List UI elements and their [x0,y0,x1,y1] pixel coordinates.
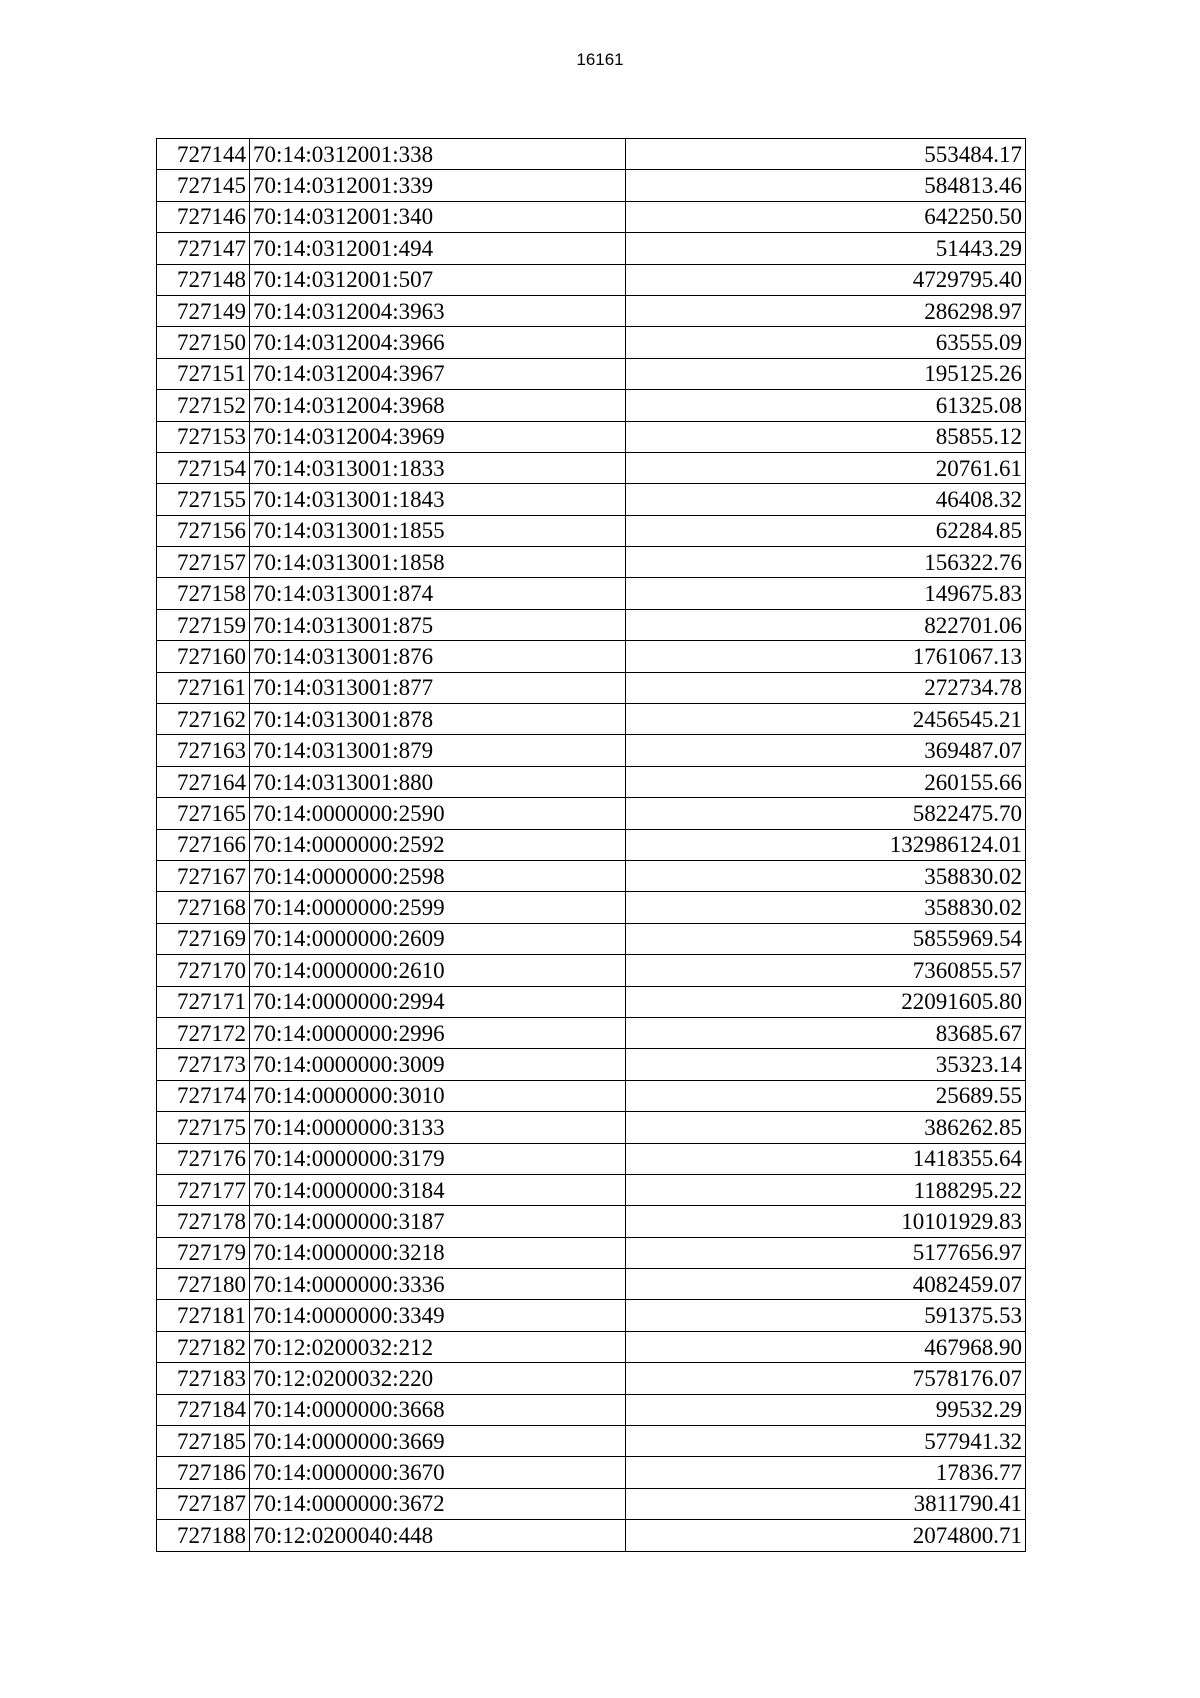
table-body [157,139,1026,1552]
cadastral-number-cell: 70:14:0313001:1855 [250,515,626,546]
row-number-cell: 727175 [157,1112,250,1143]
row-number-cell: 727156 [157,515,250,546]
cadastral-value-cell: 7578176.07 [626,1363,1026,1394]
cadastral-value-cell: 358830.02 [626,860,1026,891]
cadastral-number-cell: 70:14:0000000:3336 [250,1269,626,1300]
cadastral-value-cell: 1761067.13 [626,641,1026,672]
cadastral-value-cell: 272734.78 [626,672,1026,703]
row-number-cell: 727181 [157,1300,250,1331]
table-row [157,421,1026,452]
table-row [157,547,1026,578]
table-row [157,264,1026,295]
table-row [157,1426,1026,1457]
cadastral-value-cell: 7360855.57 [626,955,1026,986]
table-row [157,358,1026,389]
cadastral-value-cell: 99532.29 [626,1394,1026,1425]
row-number-cell: 727168 [157,892,250,923]
cadastral-number-cell: 70:14:0313001:877 [250,672,626,703]
row-number-cell: 727147 [157,233,250,264]
cadastral-number-cell: 70:14:0312001:340 [250,201,626,232]
table-row [157,1174,1026,1205]
table-row [157,829,1026,860]
row-number-cell: 727184 [157,1394,250,1425]
cadastral-value-cell: 286298.97 [626,295,1026,326]
table-row [157,986,1026,1017]
cadastral-number-cell: 70:14:0000000:2590 [250,798,626,829]
row-number-cell: 727167 [157,860,250,891]
row-number-cell: 727149 [157,295,250,326]
cadastral-value-cell: 156322.76 [626,547,1026,578]
row-number-cell: 727154 [157,452,250,483]
cadastral-value-cell: 369487.07 [626,735,1026,766]
cadastral-number-cell: 70:14:0312004:3969 [250,421,626,452]
row-number-cell: 727150 [157,327,250,358]
row-number-cell: 727182 [157,1331,250,1362]
table-row [157,515,1026,546]
cadastral-value-cell: 577941.32 [626,1426,1026,1457]
row-number-cell: 727172 [157,1017,250,1048]
table-row [157,452,1026,483]
cadastral-value-cell: 17836.77 [626,1457,1026,1488]
row-number-cell: 727161 [157,672,250,703]
row-number-cell: 727177 [157,1174,250,1205]
row-number-cell: 727176 [157,1143,250,1174]
row-number-cell: 727158 [157,578,250,609]
cadastral-value-cell: 83685.67 [626,1017,1026,1048]
cadastral-number-cell: 70:14:0312001:339 [250,170,626,201]
cadastral-value-table [156,138,1026,1552]
cadastral-value-cell: 591375.53 [626,1300,1026,1331]
cadastral-value-cell: 20761.61 [626,452,1026,483]
cadastral-value-cell: 3811790.41 [626,1488,1026,1519]
row-number-cell: 727159 [157,609,250,640]
cadastral-value-cell: 1418355.64 [626,1143,1026,1174]
cadastral-value-cell: 25689.55 [626,1080,1026,1111]
row-number-cell: 727179 [157,1237,250,1268]
row-number-cell: 727170 [157,955,250,986]
table-row [157,390,1026,421]
cadastral-number-cell: 70:14:0312004:3968 [250,390,626,421]
cadastral-number-cell: 70:14:0000000:2599 [250,892,626,923]
cadastral-value-cell: 386262.85 [626,1112,1026,1143]
table-row [157,609,1026,640]
cadastral-number-cell: 70:14:0312001:338 [250,139,626,170]
table-row [157,1520,1026,1551]
table-row [157,233,1026,264]
table-row [157,1269,1026,1300]
table-row [157,1363,1026,1394]
row-number-cell: 727187 [157,1488,250,1519]
row-number-cell: 727169 [157,923,250,954]
cadastral-value-cell: 195125.26 [626,358,1026,389]
cadastral-number-cell: 70:14:0312001:507 [250,264,626,295]
cadastral-number-cell: 70:14:0000000:3672 [250,1488,626,1519]
cadastral-number-cell: 70:14:0000000:2996 [250,1017,626,1048]
cadastral-number-cell: 70:14:0000000:3187 [250,1206,626,1237]
cadastral-value-cell: 553484.17 [626,139,1026,170]
row-number-cell: 727185 [157,1426,250,1457]
row-number-cell: 727171 [157,986,250,1017]
row-number-cell: 727145 [157,170,250,201]
cadastral-number-cell: 70:14:0313001:1833 [250,452,626,483]
cadastral-number-cell: 70:14:0000000:3669 [250,1426,626,1457]
cadastral-number-cell: 70:14:0313001:1843 [250,484,626,515]
cadastral-number-cell: 70:14:0000000:3668 [250,1394,626,1425]
cadastral-value-cell: 61325.08 [626,390,1026,421]
cadastral-number-cell: 70:14:0312004:3963 [250,295,626,326]
cadastral-value-cell: 10101929.83 [626,1206,1026,1237]
cadastral-number-cell: 70:14:0000000:2609 [250,923,626,954]
cadastral-value-cell: 584813.46 [626,170,1026,201]
row-number-cell: 727163 [157,735,250,766]
table-row [157,578,1026,609]
row-number-cell: 727160 [157,641,250,672]
page-number: 16161 [576,50,624,69]
cadastral-value-cell: 1188295.22 [626,1174,1026,1205]
cadastral-number-cell: 70:12:0200032:220 [250,1363,626,1394]
cadastral-value-cell: 4082459.07 [626,1269,1026,1300]
cadastral-value-cell: 85855.12 [626,421,1026,452]
table-row [157,295,1026,326]
cadastral-number-cell: 70:12:0200032:212 [250,1331,626,1362]
cadastral-number-cell: 70:14:0000000:3349 [250,1300,626,1331]
cadastral-number-cell: 70:14:0000000:2598 [250,860,626,891]
table-row [157,735,1026,766]
row-number-cell: 727155 [157,484,250,515]
table-row [157,1237,1026,1268]
row-number-cell: 727178 [157,1206,250,1237]
table-row [157,672,1026,703]
cadastral-value-cell: 822701.06 [626,609,1026,640]
cadastral-number-cell: 70:14:0313001:874 [250,578,626,609]
table-row [157,1488,1026,1519]
row-number-cell: 727153 [157,421,250,452]
table-row [157,1080,1026,1111]
row-number-cell: 727165 [157,798,250,829]
table-row [157,1017,1026,1048]
cadastral-value-cell: 642250.50 [626,201,1026,232]
table-row [157,641,1026,672]
cadastral-number-cell: 70:14:0000000:2610 [250,955,626,986]
cadastral-number-cell: 70:14:0000000:3133 [250,1112,626,1143]
row-number-cell: 727166 [157,829,250,860]
cadastral-number-cell: 70:14:0312004:3967 [250,358,626,389]
row-number-cell: 727174 [157,1080,250,1111]
cadastral-number-cell: 70:14:0000000:3218 [250,1237,626,1268]
table-row [157,923,1026,954]
cadastral-value-cell: 35323.14 [626,1049,1026,1080]
cadastral-value-cell: 22091605.80 [626,986,1026,1017]
cadastral-value-cell: 46408.32 [626,484,1026,515]
cadastral-number-cell: 70:14:0313001:878 [250,704,626,735]
table-row [157,139,1026,170]
cadastral-number-cell: 70:14:0313001:875 [250,609,626,640]
cadastral-value-cell: 149675.83 [626,578,1026,609]
row-number-cell: 727186 [157,1457,250,1488]
row-number-cell: 727183 [157,1363,250,1394]
cadastral-number-cell: 70:14:0000000:3179 [250,1143,626,1174]
cadastral-value-cell: 62284.85 [626,515,1026,546]
table-row [157,1143,1026,1174]
table-row [157,1300,1026,1331]
row-number-cell: 727151 [157,358,250,389]
table-row [157,955,1026,986]
cadastral-number-cell: 70:14:0313001:1858 [250,547,626,578]
table-row [157,766,1026,797]
cadastral-value-cell: 260155.66 [626,766,1026,797]
cadastral-value-cell: 5855969.54 [626,923,1026,954]
cadastral-value-cell: 4729795.40 [626,264,1026,295]
table-row [157,798,1026,829]
table-row [157,170,1026,201]
cadastral-value-cell: 51443.29 [626,233,1026,264]
table-row [157,1206,1026,1237]
cadastral-value-cell: 5822475.70 [626,798,1026,829]
cadastral-value-cell: 63555.09 [626,327,1026,358]
cadastral-value-cell: 467968.90 [626,1331,1026,1362]
row-number-cell: 727148 [157,264,250,295]
cadastral-value-cell: 2456545.21 [626,704,1026,735]
cadastral-value-cell: 5177656.97 [626,1237,1026,1268]
cadastral-number-cell: 70:14:0000000:2994 [250,986,626,1017]
table-row [157,327,1026,358]
row-number-cell: 727173 [157,1049,250,1080]
table-row [157,1394,1026,1425]
cadastral-number-cell: 70:14:0000000:2592 [250,829,626,860]
table-row [157,484,1026,515]
row-number-cell: 727152 [157,390,250,421]
cadastral-number-cell: 70:14:0000000:3010 [250,1080,626,1111]
table-row [157,1457,1026,1488]
table-row [157,201,1026,232]
cadastral-number-cell: 70:14:0312004:3966 [250,327,626,358]
table-row [157,704,1026,735]
cadastral-number-cell: 70:14:0313001:879 [250,735,626,766]
cadastral-number-cell: 70:14:0000000:3184 [250,1174,626,1205]
cadastral-number-cell: 70:14:0312001:494 [250,233,626,264]
table-row [157,1112,1026,1143]
row-number-cell: 727162 [157,704,250,735]
row-number-cell: 727146 [157,201,250,232]
table-row [157,1049,1026,1080]
cadastral-value-cell: 2074800.71 [626,1520,1026,1551]
cadastral-number-cell: 70:12:0200040:448 [250,1520,626,1551]
cadastral-value-cell: 358830.02 [626,892,1026,923]
row-number-cell: 727144 [157,139,250,170]
row-number-cell: 727164 [157,766,250,797]
cadastral-number-cell: 70:14:0000000:3009 [250,1049,626,1080]
cadastral-value-cell: 132986124.01 [626,829,1026,860]
cadastral-number-cell: 70:14:0313001:876 [250,641,626,672]
cadastral-number-cell: 70:14:0313001:880 [250,766,626,797]
table-row [157,860,1026,891]
row-number-cell: 727188 [157,1520,250,1551]
cadastral-number-cell: 70:14:0000000:3670 [250,1457,626,1488]
table-row [157,1331,1026,1362]
table-row [157,892,1026,923]
row-number-cell: 727180 [157,1269,250,1300]
row-number-cell: 727157 [157,547,250,578]
